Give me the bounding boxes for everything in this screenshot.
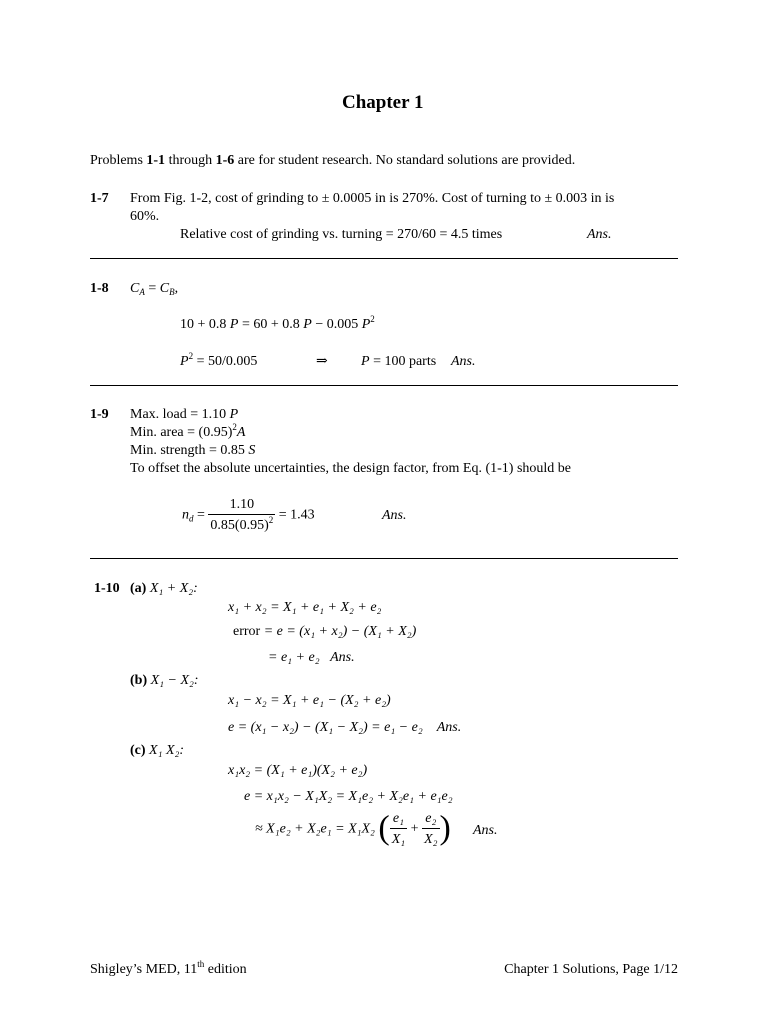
design-factor-fraction: $\frac{1.10}{0.85(0.95)^2}$ [210, 497, 274, 533]
answer-label: Ans. [451, 354, 476, 369]
problem-1-8-number: 1-8 [90, 281, 109, 296]
part-b-heading: (b) X₁ − X₂: [130, 673, 199, 688]
implies-arrow: ⇒ [316, 354, 328, 369]
divider [90, 385, 678, 386]
intro-text: Problems 1-1 through 1-6 are for student research. No standard solutions are provided. [90, 153, 576, 168]
answer-label: Ans. [382, 508, 407, 523]
part-c-line3: ≈ X₁e₂ + X₂e₁ = X₁X₂ ( $\frac{\text{e₁}}{\text{X₁}}$ + $\frac{\text{e₂}}{\text{X₂}}$ ) [255, 809, 451, 847]
problem-1-7-number: 1-7 [90, 191, 109, 206]
part-c-line1: x₁x₂ = (X₁ + e₁)(X₂ + e₂) [228, 763, 368, 778]
part-a-heading: (a) X₁ + X₂: [130, 581, 198, 596]
footer-page-number: Chapter 1 Solutions, Page 1/12 [504, 962, 678, 977]
footer-edition: Shigley’s MED, 11th edition [90, 959, 247, 977]
problem-1-9-min-strength: Min. strength = 0.85 S [130, 443, 256, 458]
design-factor-equation: $n_d$ = $\frac{1.10}{0.85(0.95)^2}$ = 1.43 [182, 497, 315, 533]
part-a-line2: error = e = (x₁ + x₂) − (X₁ + X₂) [233, 624, 417, 639]
answer-label: Ans. [473, 823, 498, 838]
part-c-heading: (c) X₁ X₂: [130, 743, 185, 758]
part-b-line2: e = (x₁ − x₂) − (X₁ − X₂) = e₁ − e₂ Ans. [228, 720, 462, 735]
problem-1-10-number: 1-10 [94, 581, 120, 596]
problem-1-9-number: 1-9 [90, 407, 109, 422]
problem-1-7-line2: 60%. [130, 209, 160, 224]
answer-label: Ans. [587, 227, 612, 242]
divider [90, 558, 678, 559]
problem-1-9-min-area: Min. area = $(0.95)^2A$ [130, 422, 246, 440]
problem-1-9-max-load: Max. load = 1.10 P [130, 407, 239, 422]
problem-1-9-text: To offset the absolute uncertainties, the design factor, from Eq. (1-1) should be [130, 461, 572, 476]
divider [90, 258, 678, 259]
fraction-e1-x1: $\frac{\text{e₁}}{\text{X₁}}$ [391, 811, 406, 847]
part-b-line1: x₁ − x₂ = X₁ + e₁ − (X₂ + e₂) [228, 693, 391, 708]
problem-1-8-equation1: 10 + 0.8 P = 60 + 0.8 P − 0.005 $P^2$ [180, 314, 375, 332]
part-c-line2: e = x₁x₂ − X₁X₂ = X₁e₂ + X₂e₁ + e₁e₂ [244, 789, 453, 804]
problem-1-8-equation2: $P^2 = 50/0.005$ [180, 351, 258, 369]
part-a-line1: x₁ + x₂ = X₁ + e₁ + X₂ + e₂ [228, 600, 382, 615]
problem-1-7-line1: From Fig. 1-2, cost of grinding to ± 0.0005 in is 270%. Cost of turning to ± 0.003 in is [130, 191, 615, 206]
problem-1-8-result: P = 100 parts [361, 354, 437, 369]
problem-1-7-relative-cost: Relative cost of grinding vs. turning = 270/60 = 4.5 times [180, 227, 503, 242]
part-a-line3: = e₁ + e₂ Ans. [268, 650, 355, 665]
page-title: Chapter 1 [342, 92, 424, 113]
problem-1-8-statement: $C_A = C_B$, [130, 281, 179, 297]
fraction-e2-x2: $\frac{\text{e₂}}{\text{X₂}}$ [424, 811, 438, 847]
